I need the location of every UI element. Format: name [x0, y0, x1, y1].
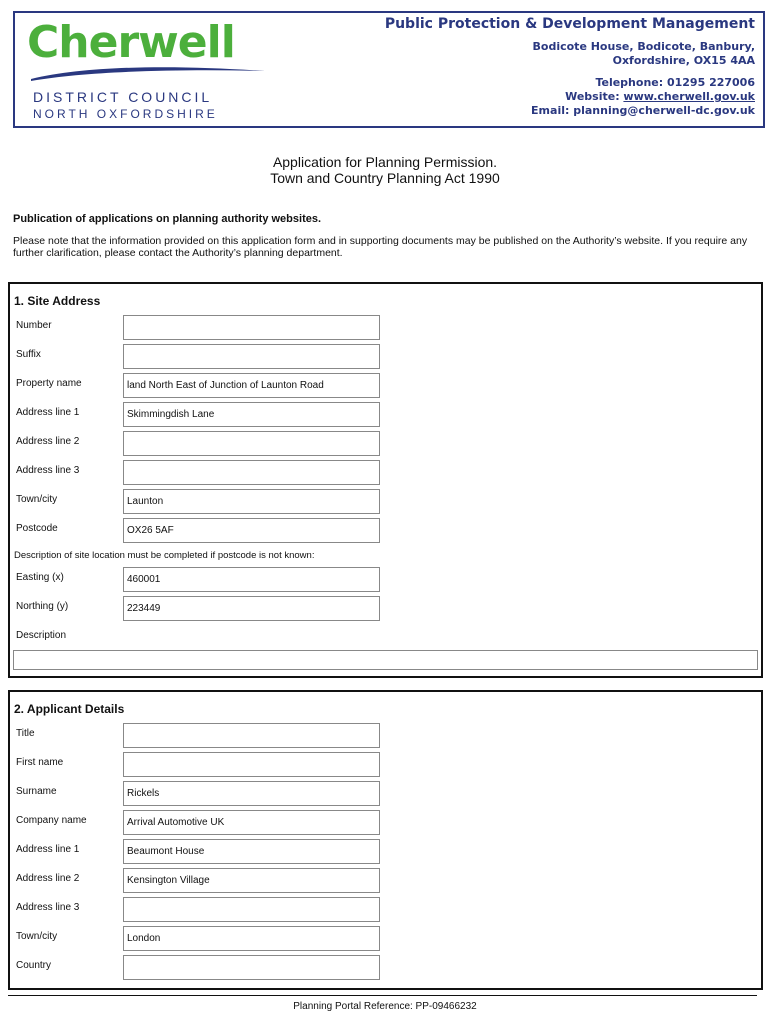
email-link[interactable]: planning@cherwell-dc.gov.uk	[573, 104, 755, 117]
address-line-1-field[interactable]: Beaumont House	[123, 839, 380, 864]
field-row-country	[10, 955, 761, 981]
website-row	[385, 90, 755, 104]
company-name-field[interactable]: Arrival Automotive UK	[123, 810, 380, 835]
field-row-town-city	[10, 489, 761, 515]
email-row	[385, 104, 755, 118]
field-row-title	[10, 723, 761, 749]
website-label: Website:	[565, 90, 624, 103]
field-row-address-line-3	[10, 460, 761, 486]
footer-divider	[8, 995, 757, 996]
letterhead	[13, 11, 765, 128]
northing-field[interactable]: 223449	[123, 596, 380, 621]
logo-wordmark: Cherwell	[27, 17, 235, 68]
address-line-2-field[interactable]	[123, 431, 380, 456]
field-label: Address line 2	[16, 873, 80, 884]
publication-heading: Publication of applications on planning authority websites.	[13, 213, 322, 225]
field-row-address-line-2	[10, 431, 761, 457]
field-row-postcode	[10, 518, 761, 544]
applicant-details-section	[8, 690, 763, 990]
field-row-town-city	[10, 926, 761, 952]
field-label: Address line 3	[16, 902, 80, 913]
address-line-2-field[interactable]: Kensington Village	[123, 868, 380, 893]
field-row-suffix	[10, 344, 761, 370]
address-line-3-field[interactable]	[123, 460, 380, 485]
field-row-easting	[10, 567, 761, 593]
field-row-address-line-2	[10, 868, 761, 894]
field-label: Address line 3	[16, 465, 80, 476]
field-label: Company name	[16, 815, 87, 826]
field-row-company-name	[10, 810, 761, 836]
site-address-section	[8, 282, 763, 678]
field-label: Postcode	[16, 523, 58, 534]
address-line-1-field[interactable]: Skimmingdish Lane	[123, 402, 380, 427]
field-label: Number	[16, 320, 52, 331]
field-label: Address line 1	[16, 844, 80, 855]
council-region: NORTH OXFORDSHIRE	[33, 107, 218, 121]
portal-reference: Planning Portal Reference: PP-09466232	[293, 1001, 477, 1012]
location-note: Description of site location must be completed if postcode is not known:	[14, 550, 315, 561]
field-row-address-line-3	[10, 897, 761, 923]
publication-text: Please note that the information provided on this application form and in supporting documents may be published on the Authority’s website. If you require any further clarification, please contact the Authority’s planning department.	[13, 235, 748, 259]
address-line-1: Bodicote House, Bodicote, Banbury,	[532, 40, 755, 53]
email-label: Email:	[531, 104, 574, 117]
department-name: Public Protection & Development Management	[384, 16, 755, 32]
field-label: First name	[16, 757, 64, 768]
form-title-line-1: Application for Planning Permission.	[272, 154, 498, 170]
field-row-address-line-1	[10, 839, 761, 865]
field-label: Property name	[16, 378, 82, 389]
section-title: 2. Applicant Details	[14, 702, 125, 716]
country-field[interactable]	[123, 955, 380, 980]
field-row-northing	[10, 596, 761, 622]
title-field[interactable]	[123, 723, 380, 748]
description-field[interactable]	[13, 650, 758, 670]
field-label: Northing (y)	[16, 601, 69, 612]
field-label: Address line 2	[16, 436, 80, 447]
field-row-first-name	[10, 752, 761, 778]
town-city-field[interactable]: Launton	[123, 489, 380, 514]
field-label: Town/city	[16, 931, 58, 942]
field-row-address-line-1	[10, 402, 761, 428]
description-label: Description	[16, 630, 67, 641]
surname-field[interactable]: Rickels	[123, 781, 380, 806]
number-field[interactable]	[123, 315, 380, 340]
field-row-surname	[10, 781, 761, 807]
section-title: 1. Site Address	[14, 294, 101, 308]
telephone: Telephone: 01295 227006	[595, 76, 755, 89]
field-label: Country	[16, 960, 52, 971]
form-title	[0, 154, 770, 186]
contact-block	[385, 16, 755, 118]
address-line-3-field[interactable]	[123, 897, 380, 922]
field-label: Suffix	[16, 349, 41, 360]
field-row-property-name	[10, 373, 761, 399]
logo-swoosh-icon	[29, 63, 269, 83]
council-name: DISTRICT COUNCIL	[33, 89, 213, 105]
address-line-2: Oxfordshire, OX15 4AA	[612, 54, 755, 67]
field-label: Easting (x)	[16, 572, 64, 583]
website-link[interactable]: www.cherwell.gov.uk	[623, 90, 755, 103]
field-label: Title	[16, 728, 35, 739]
first-name-field[interactable]	[123, 752, 380, 777]
suffix-field[interactable]	[123, 344, 380, 369]
form-title-line-2: Town and Country Planning Act 1990	[270, 170, 500, 186]
field-label: Surname	[16, 786, 57, 797]
town-city-field[interactable]: London	[123, 926, 380, 951]
easting-field[interactable]: 460001	[123, 567, 380, 592]
postcode-field[interactable]: OX26 5AF	[123, 518, 380, 543]
field-row-number	[10, 315, 761, 341]
property-name-field[interactable]: land North East of Junction of Launton Road	[123, 373, 380, 398]
field-label: Town/city	[16, 494, 58, 505]
field-label: Address line 1	[16, 407, 80, 418]
